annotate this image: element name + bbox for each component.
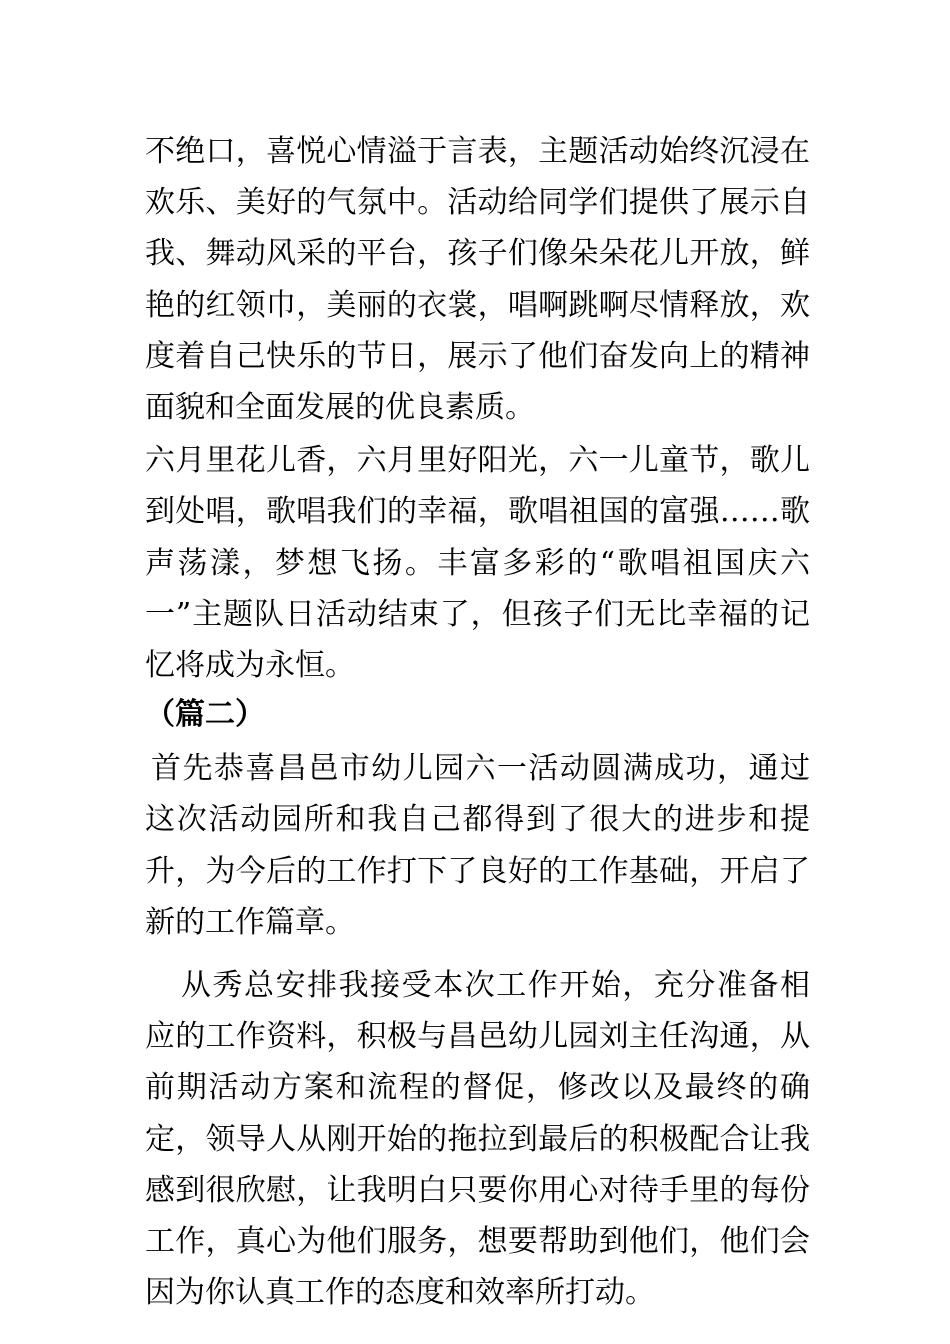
- document-body: [145, 126, 810, 1318]
- paragraph-congratulations: 首先恭喜昌邑市幼儿园六一活动圆满成功，通过这次活动园所和我自己都得到了很大的进步和提升，为今后的工作打下了良好的工作基础，开启了新的工作篇章。: [145, 751, 810, 940]
- paragraph-june-songs: 六月里花儿香，六月里好阳光，六一儿童节，歌儿到处唱，歌唱我们的幸福，歌唱祖国的富强……歌声荡漾，梦想飞扬。丰富多彩的“歌唱祖国庆六一”主题队日活动结束了，但孩子们无比幸福的记忆将成为永恒。: [145, 443, 810, 684]
- paragraph-work-reflection: 从秀总安排我接受本次工作开始，充分准备相应的工作资料，积极与昌邑幼儿园刘主任沟通，从前期活动方案和流程的督促，修改以及最终的确定，领导人从刚开始的拖拉到最后的积极配合让我感到很欣慰，让我明白只要你用心对待手里的每份工作，真心为他们服务，想要帮助到他们，他们会因为你认真工作的态度和效率所打动。: [145, 968, 810, 1311]
- paragraph-celebration: 不绝口，喜悦心情溢于言表，主题活动始终沉浸在欢乐、美好的气氛中。活动给同学们提供了展示自我、舞动风采的平台，孩子们像朵朵花儿开放，鲜艳的红领巾，美丽的衣裳，唱啊跳啊尽情释放，欢度着自己快乐的节日，展示了他们奋发向上的精神面貌和全面发展的优良素质。: [145, 134, 810, 426]
- section-heading: （篇二）: [145, 697, 265, 733]
